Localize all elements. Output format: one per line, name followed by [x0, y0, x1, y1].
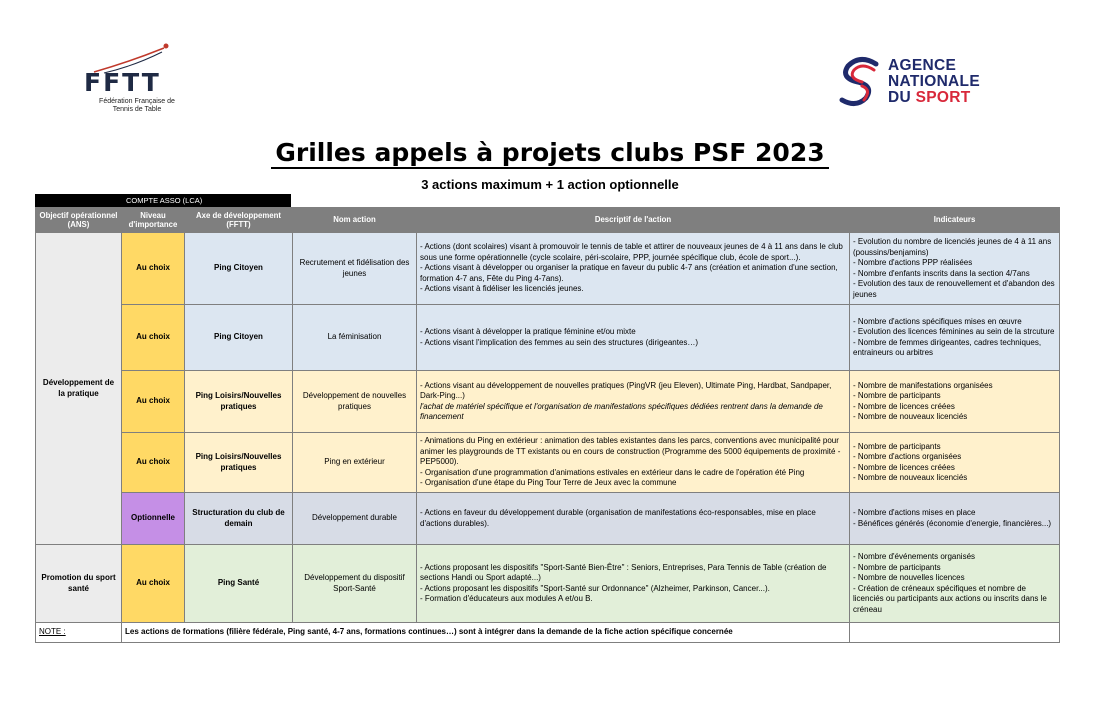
axe-cell: Ping Citoyen: [185, 305, 293, 371]
desc-cell: [417, 433, 850, 493]
niveau-cell: Au choix: [122, 233, 185, 305]
nom-cell: Ping en extérieur: [293, 433, 417, 493]
desc-line: - Actions (dont scolaires) visant à promouvoir le tennis de table et attirer de nouveaux jeunes de 4 à 11 ans dans le club sous une forme opérationnelle (cycle scolaire, péri-scolaire, PPP, journée spécifique club, école de sport...).: [420, 242, 843, 262]
header-nom: Nom action: [293, 208, 417, 233]
fftt-letters: FFTT: [84, 68, 161, 97]
ind-line: - Nombre de licences créées: [853, 462, 955, 472]
table-row: [36, 545, 1060, 623]
desc-cell: [417, 545, 850, 623]
desc-line: - Animations du Ping en extérieur : animation des tables existantes dans les parcs, conventions avec municipalité pour animer les playgrounds de TT existants ou en cours de construction (Programme des 5000 équipements de proximité - PEP5000).: [420, 436, 841, 467]
ind-line: - Nombre de nouveaux licenciés: [853, 473, 968, 482]
ind-line: - Nombre de manifestations organisées: [853, 380, 993, 390]
ind-line: - Nombre de participants: [853, 391, 941, 400]
objective-developpement: Développement de la pratique: [36, 233, 122, 545]
nom-cell: Développement du dispositif Sport-Santé: [293, 545, 417, 623]
objective-promotion: Promotion du sport santé: [36, 545, 122, 623]
header-objectif: Objectif opérationnel (ANS): [36, 208, 122, 233]
axe-cell: Structuration du club de demain: [185, 493, 293, 545]
desc-line: - Actions visant l'implication des femmes au sein des structures (dirigeantes…): [420, 337, 699, 347]
niveau-cell: Au choix: [122, 433, 185, 493]
ind-line: - Bénéfices générés (économie d'energie, financières...): [853, 518, 1052, 528]
note-row: [36, 623, 1060, 643]
table-row: [36, 433, 1060, 493]
note-text: Les actions de formations (filière fédérale, Ping santé, 4-7 ans, formations continues…) sont à intégrer dans la demande de la fiche action spécifique concernée: [122, 623, 850, 643]
ind-cell: [850, 545, 1060, 623]
axe-cell: Ping Santé: [185, 545, 293, 623]
desc-line: - Organisation d'une programmation d'animations estivales en extérieur dans le cadre de l'opération été Ping: [420, 467, 805, 477]
ind-line: - Nombre d'enfants inscrits dans la section 4/7ans: [853, 268, 1030, 278]
page-title-text: Grilles appels à projets clubs PSF 2023: [271, 138, 828, 169]
axe-cell: Ping Loisirs/Nouvelles pratiques: [185, 371, 293, 433]
projects-table: [35, 207, 1060, 643]
note-label: NOTE :: [36, 623, 122, 643]
ind-line: - Nombre d'actions spécifiques mises en œuvre: [853, 316, 1022, 326]
table-header-row: [36, 208, 1060, 233]
desc-cell: [417, 371, 850, 433]
niveau-cell: Au choix: [122, 371, 185, 433]
desc-line: - Actions visant à fidéliser les licenciés jeunes.: [420, 284, 584, 294]
ans-wordmark: [888, 58, 980, 106]
desc-line-italic: [420, 402, 846, 423]
ind-cell: [850, 305, 1060, 371]
desc-line: - Organisation d'une étape du Ping Tour Terre de Jeux avec la commune: [420, 478, 677, 488]
header-descriptif: Descriptif de l'action: [417, 208, 850, 233]
ind-line: - Nombre de nouveaux licenciés: [853, 412, 968, 421]
table-row: [36, 493, 1060, 545]
nom-cell: La féminisation: [293, 305, 417, 371]
ind-line: - Evolution des taux de renouvellement et d'abandon des jeunes: [853, 279, 1055, 299]
ind-line: - Nombre de femmes dirigeantes, cadres techniques, entraineurs ou arbitres: [853, 337, 1042, 357]
ans-line1: AGENCE: [888, 57, 957, 74]
table-row: [36, 371, 1060, 433]
ans-s-icon: [838, 56, 884, 108]
ind-line: - Nombre d'actions mises en place: [853, 508, 976, 517]
desc-line: - Actions proposant les dispositifs "Sport-Santé sur Ordonnance" (Alzheimer, Parkinson, Cancer...).: [420, 583, 770, 593]
axe-cell: Ping Loisirs/Nouvelles pratiques: [185, 433, 293, 493]
ans-line3: [888, 90, 980, 106]
fftt-subtitle: Fédération Française de Tennis de Table: [99, 98, 175, 113]
ind-cell: [850, 233, 1060, 305]
ind-line: - Nombre de licences créées: [853, 401, 955, 411]
page-title: [0, 138, 1100, 167]
desc-cell: [417, 233, 850, 305]
ind-cell: [850, 433, 1060, 493]
ind-cell: [850, 371, 1060, 433]
ind-line: - Nombre d'actions PPP réalisées: [853, 258, 973, 267]
header-indicateurs: Indicateurs: [850, 208, 1060, 233]
desc-cell: [417, 493, 850, 545]
ind-line: - Nombre de nouvelles licences: [853, 573, 965, 582]
ind-line: - Nombre d'événements organisés: [853, 552, 976, 561]
nom-cell: Développement de nouvelles pratiques: [293, 371, 417, 433]
ans-line3a: DU: [888, 89, 916, 106]
niveau-cell: Au choix: [122, 545, 185, 623]
ind-cell: [850, 493, 1060, 545]
ind-line: - Evolution du nombre de licenciés jeunes de 4 à 11 ans (poussins/benjamins): [853, 237, 1052, 257]
fftt-logo: [84, 40, 179, 113]
axe-cell: Ping Citoyen: [185, 233, 293, 305]
ind-line: - Création de créneaux spécifiques et nombre de licenciés ou participants aux actions ou inscrits dans le créneau: [853, 583, 1047, 614]
header-niveau: Niveau d'importance: [122, 208, 185, 233]
desc-italic: l'achat de matériel spécifique et l'organisation de manifestations spécifiques dédiées rentrent dans la demande de financement: [420, 401, 823, 421]
ans-line3b: SPORT: [915, 89, 971, 106]
table-row: [36, 233, 1060, 305]
page-subtitle: 3 actions maximum + 1 action optionnelle: [421, 177, 679, 192]
table-row: [36, 305, 1060, 371]
nom-cell: Développement durable: [293, 493, 417, 545]
ans-line2: NATIONALE: [888, 73, 980, 90]
desc-line: - Actions en faveur du développement durable (organisation de manifestations éco-responsables, mise en place d'actions durables).: [420, 508, 816, 528]
ind-line: - Nombre de participants: [853, 441, 941, 451]
nom-cell: Recrutement et fidélisation des jeunes: [293, 233, 417, 305]
niveau-cell: Au choix: [122, 305, 185, 371]
ind-line: - Nombre d'actions organisées: [853, 452, 962, 461]
desc-line: - Actions visant à développer la pratique féminine et/ou mixte: [420, 327, 636, 336]
compte-asso-label: COMPTE ASSO (LCA): [126, 196, 203, 205]
desc-line: - Actions proposant les dispositifs "Sport-Santé Bien-Être" : Seniors, Entreprises, Para Tennis de Table (création de sections Handi ou Sport adapté...): [420, 562, 827, 582]
desc-line: - Actions visant à développer ou organiser la pratique en faveur du public 4-7 ans (création et animation d'une section, formation 4-7 ans, Fête du Ping 4-7ans).: [420, 263, 838, 283]
ans-logo: [838, 56, 998, 112]
compte-asso-bar: [35, 194, 291, 207]
niveau-cell: Optionnelle: [122, 493, 185, 545]
desc-line: - Formation d'éducateurs aux modules A et/ou B.: [420, 594, 593, 603]
ind-line: - Evolution des licences féminines au sein de la strcuture: [853, 327, 1055, 336]
header-axe: Axe de développement (FFTT): [185, 208, 293, 233]
desc-cell: [417, 305, 850, 371]
desc-line: - Actions visant au développement de nouvelles pratiques (PingVR (jeu Eleven), Ultimate Ping, Hardbat, Sandpaper, Dark-Ping...): [420, 380, 832, 400]
note-empty-cell: [850, 623, 1060, 643]
ind-line: - Nombre de participants: [853, 562, 941, 572]
